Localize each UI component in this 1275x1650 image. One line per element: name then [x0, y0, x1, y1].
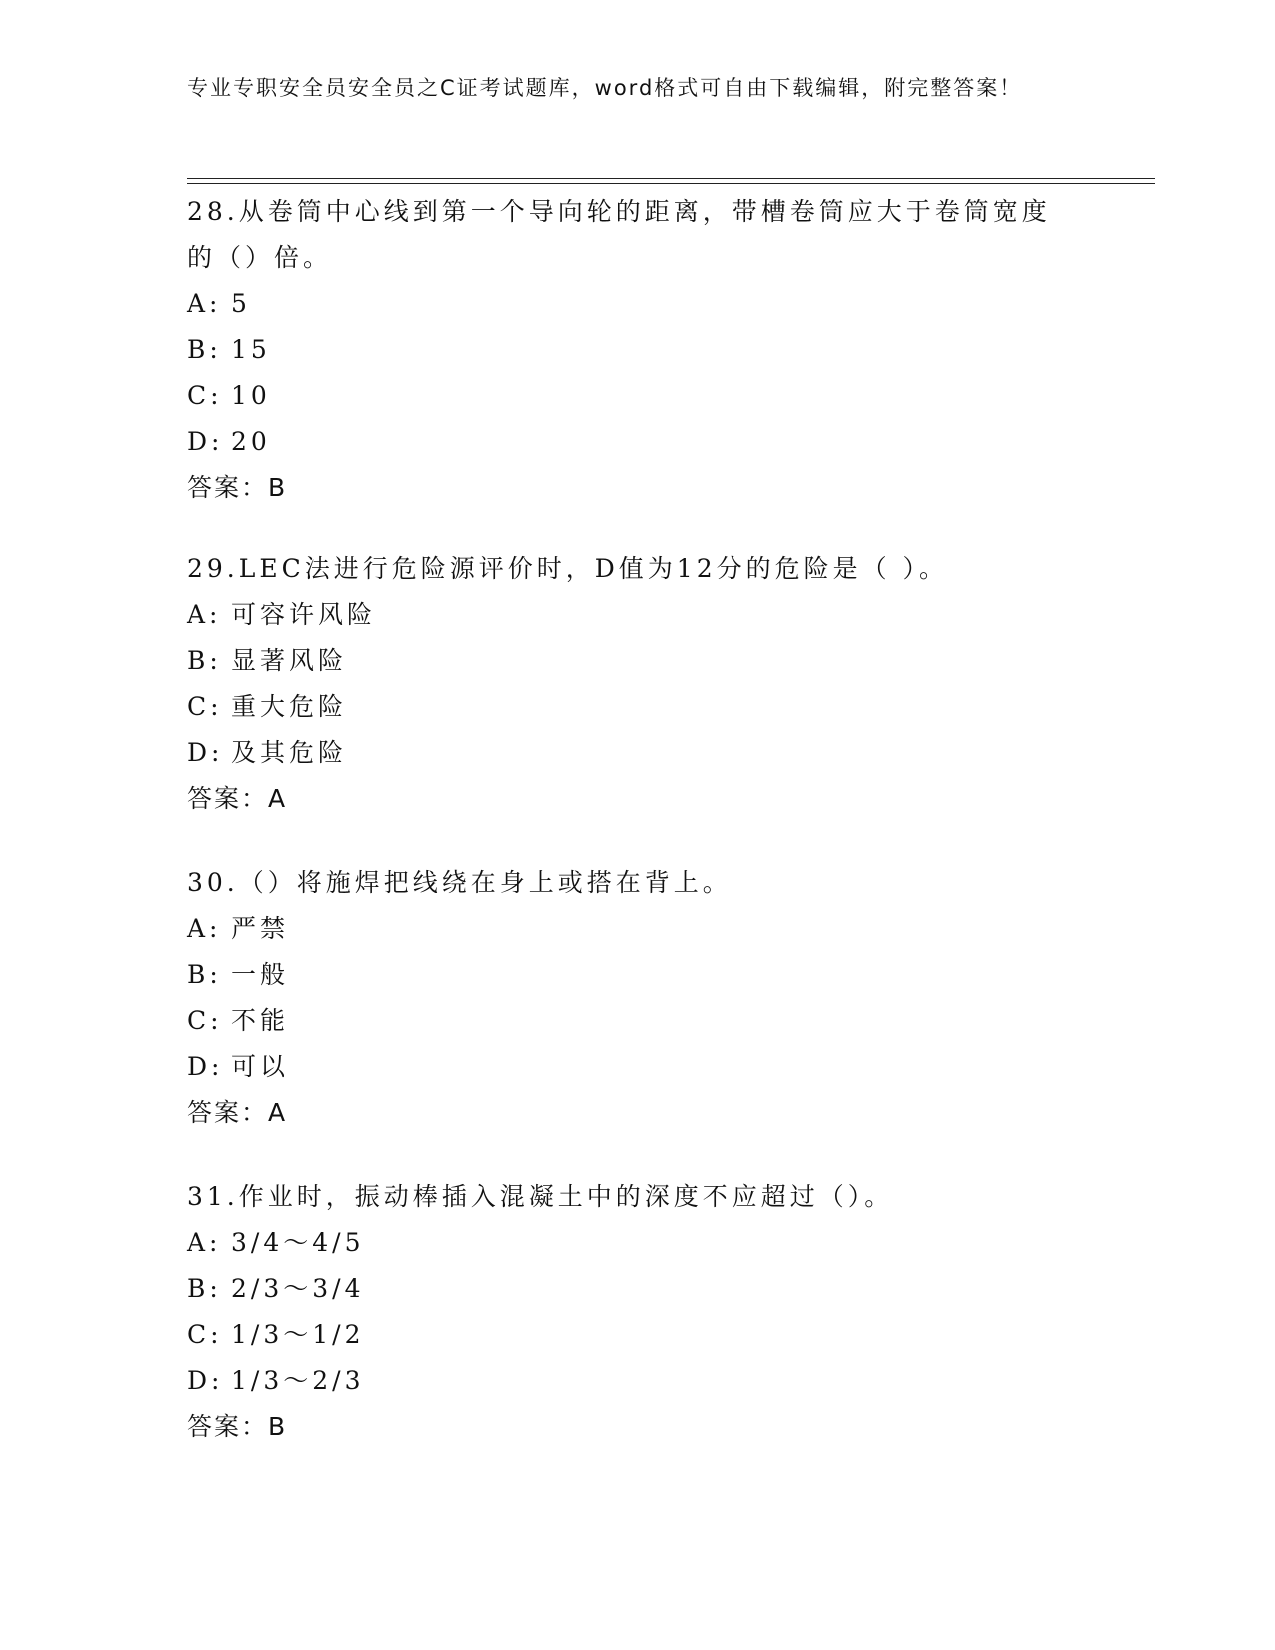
option-b: B: 显著风险 [187, 646, 348, 675]
question-30 [187, 860, 1087, 1136]
option-value: 不能 [231, 1006, 290, 1035]
option-c: C: 10 [187, 381, 271, 410]
option-value: 1/3～2/3 [231, 1366, 365, 1395]
option-a: A: 3/4～4/5 [187, 1228, 365, 1257]
question-text: 28.从卷筒中心线到第一个导向轮的距离，带槽卷筒应大于卷筒宽度的（）倍。 [187, 197, 1051, 272]
option-value: 一般 [231, 960, 290, 989]
option-a: A: 5 [187, 289, 251, 318]
option-b: B: 2/3～3/4 [187, 1274, 365, 1303]
question-text: 30.（）将施焊把线绕在身上或搭在背上。 [187, 868, 732, 897]
answer: 答案：A [187, 784, 288, 813]
option-value: 2/3～3/4 [231, 1274, 365, 1303]
answer: 答案：B [187, 1412, 288, 1441]
answer: 答案：A [187, 1098, 288, 1127]
option-value: 5 [231, 289, 251, 318]
option-value: 及其危险 [231, 738, 348, 767]
option-value: 3/4～4/5 [231, 1228, 365, 1257]
option-value: 显著风险 [231, 646, 348, 675]
option-c: C: 不能 [187, 1006, 290, 1035]
option-value: 20 [231, 427, 271, 456]
option-c: C: 重大危险 [187, 692, 348, 721]
option-value: 可以 [231, 1052, 290, 1081]
question-28 [187, 189, 1087, 511]
question-text: 31.作业时，振动棒插入混凝土中的深度不应超过（）。 [187, 1182, 894, 1211]
option-value: 10 [231, 381, 271, 410]
option-d: D: 可以 [187, 1052, 290, 1081]
option-c: C: 1/3～1/2 [187, 1320, 365, 1349]
question-text: 29.LEC法进行危险源评价时，D值为12分的危险是（ ）。 [187, 554, 949, 583]
question-31 [187, 1174, 1087, 1450]
option-value: 重大危险 [231, 692, 348, 721]
option-a: A: 可容许风险 [187, 600, 377, 629]
option-a: A: 严禁 [187, 914, 290, 943]
option-value: 1/3～1/2 [231, 1320, 365, 1349]
option-d: D: 1/3～2/3 [187, 1366, 365, 1395]
answer: 答案：B [187, 473, 288, 502]
option-b: B: 一般 [187, 960, 290, 989]
option-value: 可容许风险 [231, 600, 377, 629]
question-29 [187, 546, 1087, 822]
option-value: 严禁 [231, 914, 290, 943]
option-b: B: 15 [187, 335, 271, 364]
header-divider-bottom [187, 183, 1155, 184]
option-value: 15 [231, 335, 271, 364]
option-d: D: 及其危险 [187, 738, 348, 767]
option-d: D: 20 [187, 427, 271, 456]
header-divider-top [187, 178, 1155, 179]
document-header: 专业专职安全员安全员之C证考试题库，word格式可自由下载编辑，附完整答案！ [187, 76, 1023, 100]
